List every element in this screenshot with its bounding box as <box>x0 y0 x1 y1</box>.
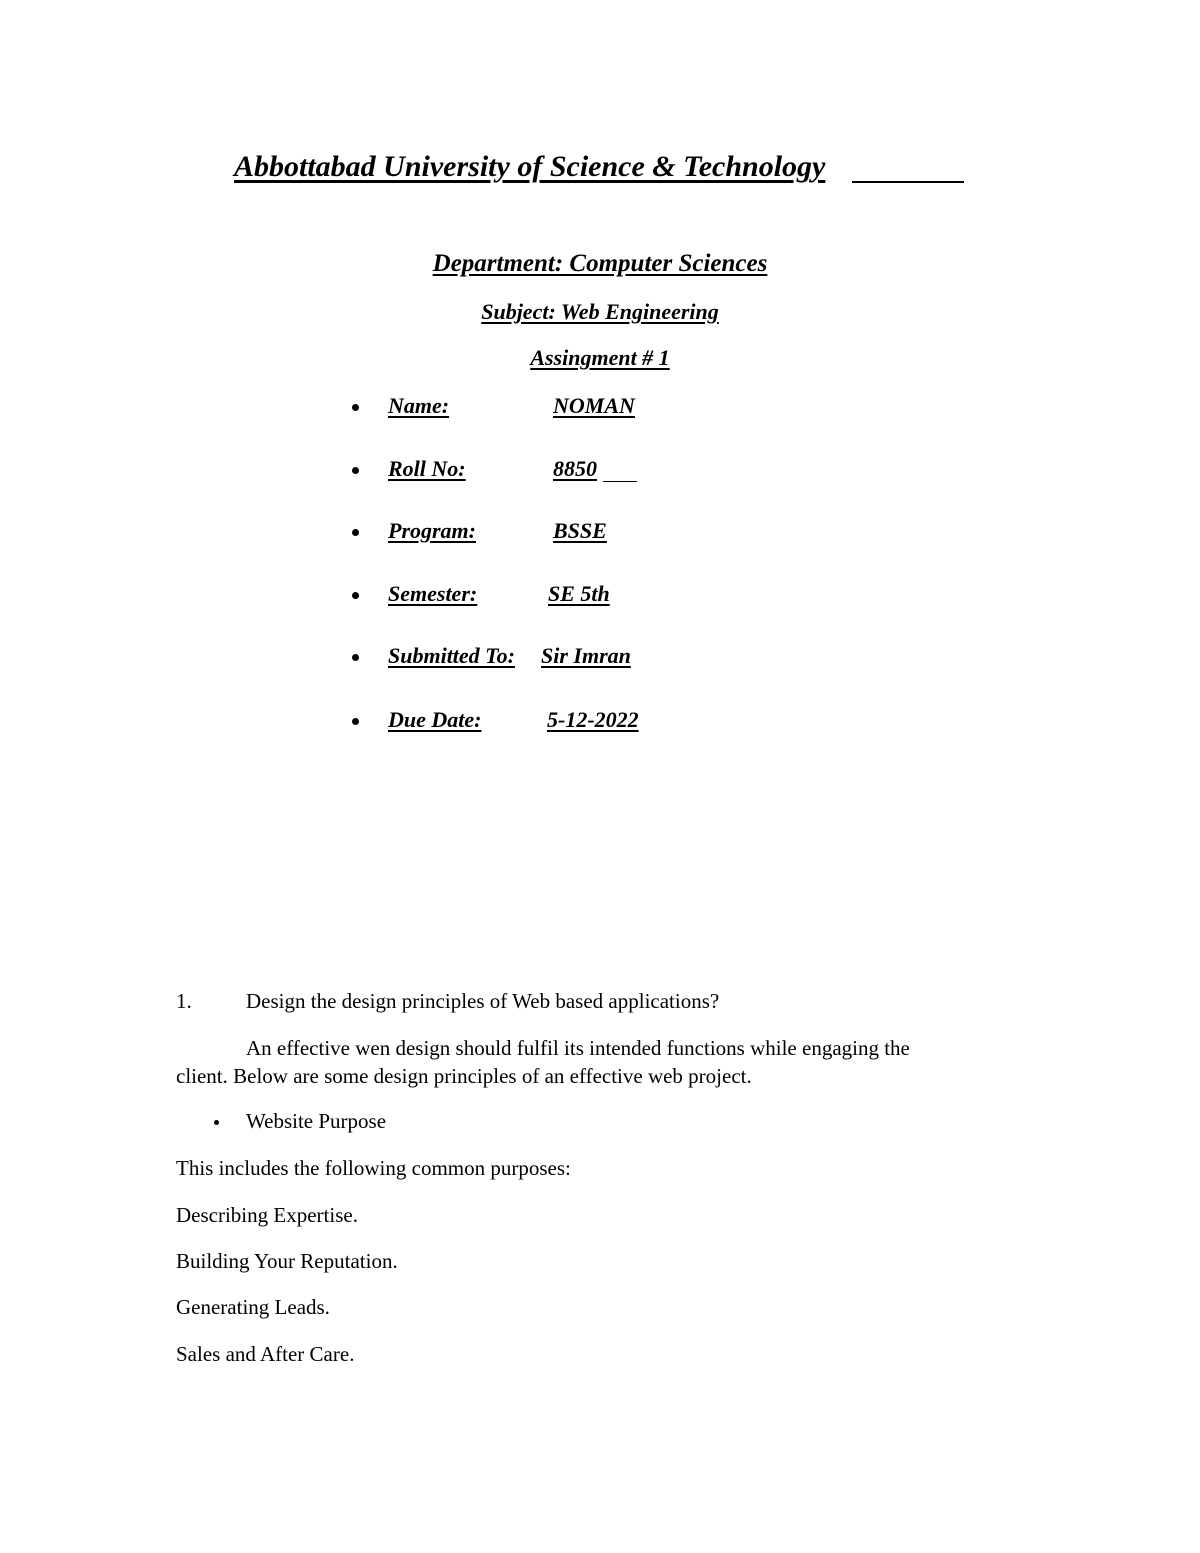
answer-intro-line1: An effective wen design should fulfil its intended functions while engaging the <box>246 1036 910 1060</box>
university-title: Abbottabad University of Science & Technology <box>234 150 826 183</box>
info-value: 8850 <box>553 456 597 481</box>
bullet-icon <box>352 529 359 536</box>
subject-text: Subject: Web Engineering <box>481 299 719 324</box>
purposes-intro: This includes the following common purposes: <box>176 1156 571 1180</box>
assignment-text: Assingment # 1 <box>530 345 670 370</box>
info-label: Submitted To: <box>388 643 515 668</box>
purpose-item: Generating Leads. <box>176 1295 330 1319</box>
purpose-item: Describing Expertise. <box>176 1203 358 1227</box>
title-underline-trail <box>852 181 964 183</box>
assignment-heading <box>0 345 1200 371</box>
bullet-icon <box>352 467 359 474</box>
info-value: SE 5th <box>548 581 610 606</box>
answer-bullet-website-purpose: Website Purpose <box>246 1109 387 1133</box>
purpose-item: Building Your Reputation. <box>176 1249 398 1273</box>
info-label: Semester: <box>388 581 478 606</box>
info-label: Program: <box>388 518 476 543</box>
department-heading <box>0 250 1200 278</box>
info-value: 5-12-2022 <box>547 707 639 732</box>
info-value: NOMAN <box>553 393 635 418</box>
question-text: Design the design principles of Web based applications? <box>246 989 720 1013</box>
department-text: Department: Computer Sciences <box>432 250 768 277</box>
question-number: 1. <box>176 989 192 1013</box>
info-value: Sir Imran <box>541 643 631 668</box>
info-label: Roll No: <box>388 456 466 481</box>
bullet-icon <box>214 1120 219 1125</box>
roll-underline-trail <box>603 481 637 482</box>
info-label: Due Date: <box>388 707 482 732</box>
bullet-icon <box>352 404 359 411</box>
bullet-icon <box>352 592 359 599</box>
info-value: BSSE <box>553 518 607 543</box>
bullet-icon <box>352 718 359 725</box>
info-label: Name: <box>388 393 450 418</box>
bullet-icon <box>352 654 359 661</box>
purpose-item: Sales and After Care. <box>176 1342 355 1366</box>
answer-intro-line2: client. Below are some design principles of an effective web project. <box>176 1064 752 1088</box>
subject-heading <box>0 299 1200 325</box>
